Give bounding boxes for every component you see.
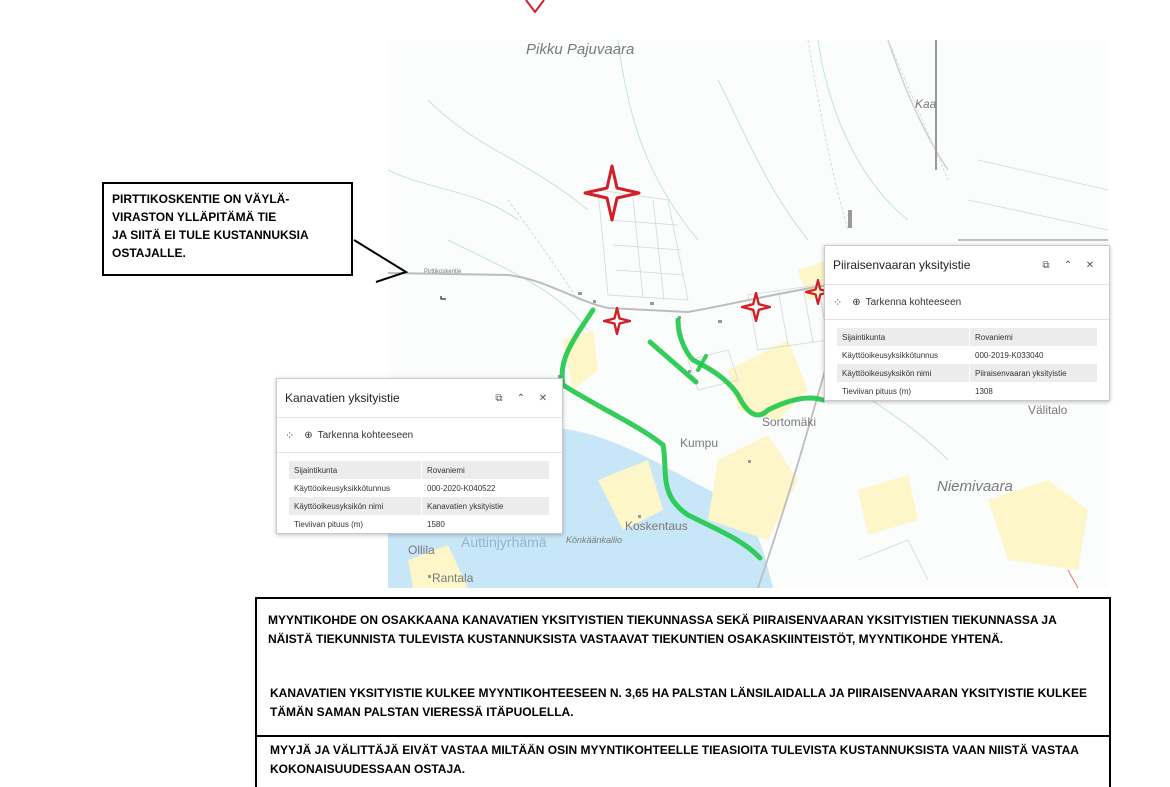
place-pirttikoskentie: Pirttikoskentie [424, 269, 462, 275]
popup-toolbar [277, 418, 562, 453]
popup-header [825, 246, 1109, 285]
attribute-table [837, 328, 1097, 400]
place-niemivaara: Niemivaara [937, 478, 1013, 495]
attr-value: 000-2019-K033040 [970, 346, 1098, 364]
attr-key: Sijaintikunta [837, 328, 970, 346]
note-paragraph-1: MYYNTIKOHDE ON OSAKKAANA KANAVATIEN YKSITYISTIEN TIEKUNNASSA SEKÄ PIIRAISENVAARAN YKSITYISTIEN TIEKUNNASSA JA NÄISTÄ TIEKUNNISTA TULEVISTA KUSTANNUKSISTA VASTAAVAT TIEKUNTIEN OSAKASKIINTEISTÖT, MYYNTIKOHDE YHTENÄ. [268, 613, 1057, 646]
note-paragraph-2: KANAVATIEN YKSITYISTIE KULKEE MYYNTIKOHTEESEEN N. 3,65 HA PALSTAN LÄNSILAIDALLA JA PIIRAISENVAARAN YKSITYISTIE KULKEE TÄMÄN SAMAN PALSTAN VIERESSÄ ITÄPUOLELLA. [270, 686, 1087, 719]
table-row [837, 382, 1097, 400]
callout-arrow-icon [352, 236, 412, 286]
notes-box [255, 597, 1111, 787]
zoom-to-icon[interactable]: ⊕ [852, 296, 861, 308]
attr-key: Käyttöoikeusyksikkötunnus [842, 350, 939, 360]
table-row [837, 364, 1097, 382]
place-konkaankallio: Könkäänkallio [566, 535, 623, 545]
attr-value: 000-2020-K040522 [422, 479, 550, 497]
marker-star-large-icon[interactable] [583, 164, 641, 222]
place-ollila: Ollila [408, 543, 435, 557]
field [858, 475, 918, 535]
attr-value: 1580 [422, 515, 550, 533]
place-valitalo: Välitalo [1028, 403, 1068, 417]
attr-key: Käyttöoikeusyksikön nimi [289, 497, 422, 515]
tick-mark-icon [440, 295, 448, 301]
field [708, 435, 798, 540]
close-icon[interactable]: ✕ [538, 392, 548, 404]
zoom-to-icon[interactable]: ⊕ [304, 429, 313, 441]
place-kumpu: Kumpu [680, 436, 719, 450]
callout-line: PIRTTIKOSKENTIE ON VÄYLÄ- [112, 192, 290, 206]
place-sortomaki: Sortomäki [762, 415, 817, 429]
callout-line: VIRASTON YLLÄPITÄMÄ TIE [112, 210, 277, 224]
attr-key: Sijaintikunta [289, 461, 422, 479]
attr-value: Rovaniemi [422, 461, 550, 479]
popup-kanavatien-yksityistie [276, 378, 563, 534]
callout-pirttikoskentie [102, 182, 353, 276]
popup-header [277, 379, 562, 418]
collapse-icon[interactable]: ⌃ [1063, 259, 1073, 271]
marker-cropped-icon [520, 0, 550, 14]
zoom-to-button[interactable]: Tarkenna kohteeseen [865, 296, 962, 308]
zoom-to-button[interactable]: Tarkenna kohteeseen [317, 429, 414, 441]
feature-tools-icon[interactable]: ⁘ [285, 429, 295, 442]
table-row [837, 328, 1097, 346]
attr-value: Rovaniemi [970, 328, 1098, 346]
attr-value: Kanavatien yksityistie [422, 497, 550, 515]
popup-toolbar [825, 285, 1109, 320]
table-row [837, 346, 1097, 364]
place-pikku-pajuvaara: Pikku Pajuvaara [526, 41, 635, 58]
marker-star-icon[interactable] [741, 292, 771, 322]
note-paragraph-3: MYYJÄ JA VÄLITTÄJÄ EIVÄT VASTAA MILTÄÄN OSIN MYYNTIKOHTEELLE TIEASIOITA TULEVISTA KUSTANNUKSISTA VAAN NIISTÄ VASTAA KOKONAISUUDESSAAN OSTAJA. [270, 743, 1079, 776]
close-icon[interactable]: ✕ [1085, 259, 1095, 271]
attr-key: Käyttöoikeusyksikön nimi [837, 364, 970, 382]
attr-value: 1308 [970, 382, 1098, 400]
notes-divider [257, 735, 1109, 737]
attr-key: Tieviivan pituus (m) [842, 386, 912, 396]
dock-icon[interactable]: ⧉ [495, 392, 503, 404]
place-rantala: Rantala [432, 571, 474, 585]
attr-value: Piiraisenvaaran yksityistie [970, 364, 1098, 382]
feature-tools-icon[interactable]: ⁘ [833, 296, 843, 309]
attr-key: Tieviivan pituus (m) [294, 519, 364, 529]
callout-line: JA SIITÄ EI TULE KUSTANNUKSIA [112, 228, 309, 242]
route-spur [650, 342, 696, 382]
table-row [289, 497, 549, 515]
table-row [289, 461, 549, 479]
callout-line: OSTAJALLE. [112, 246, 186, 260]
popup-piiraisenvaaran-yksityistie [824, 245, 1110, 401]
place-kaa: Kaa [915, 97, 937, 111]
popup-title: Piiraisenvaaran yksityistie [833, 258, 971, 272]
marker-star-icon[interactable] [603, 307, 631, 335]
popup-title: Kanavatien yksityistie [285, 391, 400, 405]
attr-key: Käyttöoikeusyksikkötunnus [294, 483, 391, 493]
table-row [289, 479, 549, 497]
attribute-table [289, 461, 549, 533]
table-row [289, 515, 549, 533]
place-koskentaus: Koskentaus [625, 519, 688, 533]
place-auttinjyrhama: Auttinjyrhämä [461, 534, 547, 550]
dock-icon[interactable]: ⧉ [1042, 259, 1050, 271]
collapse-icon[interactable]: ⌃ [516, 392, 526, 404]
field [563, 330, 598, 390]
